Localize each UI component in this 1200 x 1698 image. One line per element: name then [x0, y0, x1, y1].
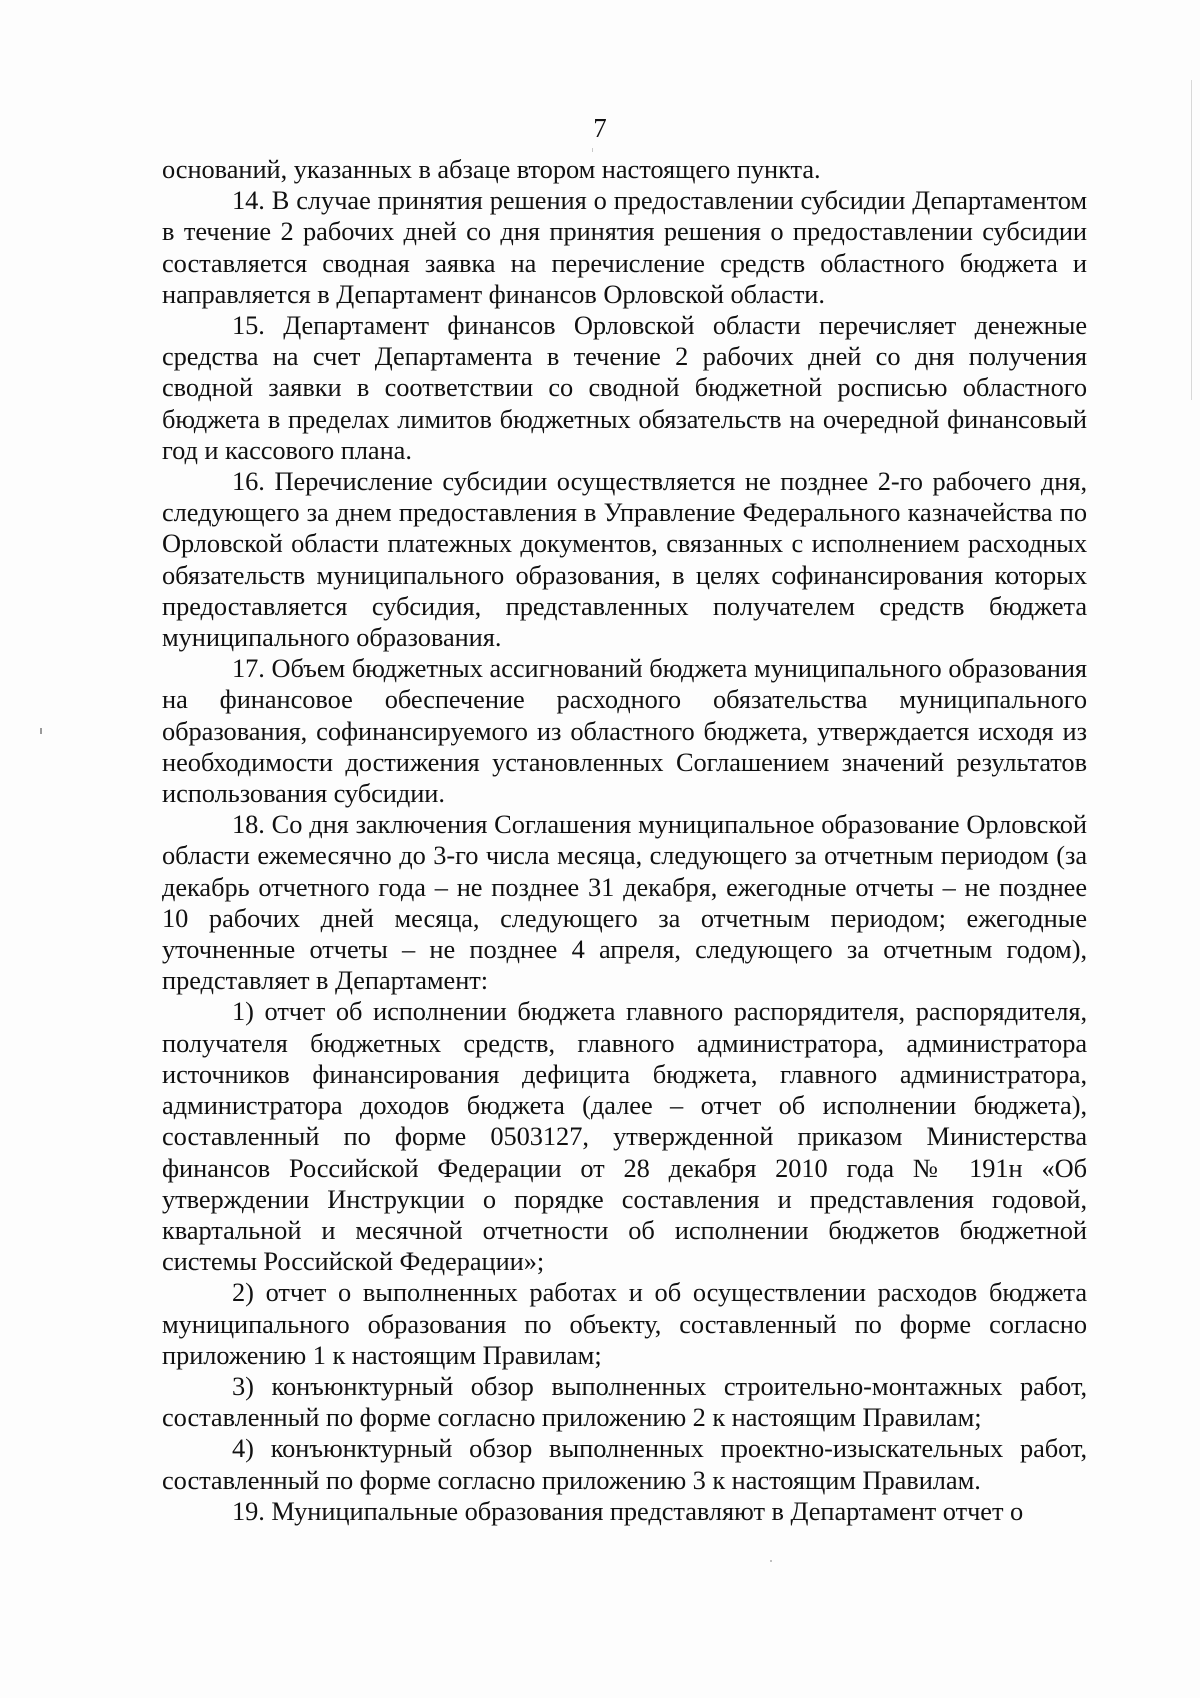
page-number: 7 — [593, 113, 607, 143]
scan-speck — [40, 728, 42, 734]
paragraph-18-item-1: 1) отчет об исполнении бюджета главного распорядителя, распорядителя, получателя бюджетных средств, главного администратора, администратора источников финансирования дефицита бюджета, главного администратора, администратора доходов бюджета (далее – отчет об исполнении бюджета), составленный по форме 0503127, утвержденной приказом Министерства финансов Российской Федерации от 28 декабря 2010 года № 191н «Об утверждении Инструкции о порядке составления и представления годовой, квартальной и месячной отчетности об исполнении бюджетов бюджетной системы Российской Федерации»; — [162, 996, 1087, 1277]
paragraph-18-item-3: 3) конъюнктурный обзор выполненных строительно-монтажных работ, составленный по форме согласно приложению 2 к настоящим Правилам; — [162, 1370, 1087, 1433]
paragraph-15: 15. Департамент финансов Орловской области перечисляет денежные средства на счет Департамента в течение 2 рабочих дней со дня получения сводной заявки в соответствии со сводной бюджетной росписью областного бюджета в пределах лимитов бюджетных обязательств на очередной финансовый год и кассового плана. — [162, 310, 1087, 465]
paragraph-16: 16. Перечисление субсидии осуществляется не позднее 2-го рабочего дня, следующего за днем предоставления в Управление Федерального казначейства по Орловской области платежных документов, связанных с исполнением расходных обязательств муниципального образования, в целях софинансирования которых предоставляется субсидия, представленных получателем средств бюджета муниципального образования. — [162, 466, 1087, 653]
scan-speck — [592, 148, 593, 152]
paragraph-18-item-2: 2) отчет о выполненных работах и об осуществлении расходов бюджета муниципального образования по объекту, составленный по форме согласно приложению 1 к настоящим Правилам; — [162, 1277, 1087, 1370]
paragraph-continuation: оснований, указанных в абзаце втором настоящего пункта. — [162, 154, 821, 184]
scan-speck — [770, 1560, 772, 1562]
document-body — [162, 154, 1087, 1527]
paragraph-17: 17. Объем бюджетных ассигнований бюджета муниципального образования на финансовое обеспечение расходного обязательства муниципального образования, софинансируемого из областного бюджета, утверждается исходя из необходимости достижения установленных Соглашением значений результатов использования субсидии. — [162, 653, 1087, 809]
paragraph-18-item-4: 4) конъюнктурный обзор выполненных проектно-изыскательных работ, составленный по форме согласно приложению 3 к настоящим Правилам. — [162, 1433, 1087, 1495]
paragraph-19: 19. Муниципальные образования представляют в Департамент отчет о — [232, 1495, 1024, 1526]
paragraph-14: 14. В случае принятия решения о предоставлении субсидии Департаментом в течение 2 рабочих дней со дня принятия решения о предоставлении субсидии составляется сводная заявка на перечисление средств областного бюджета и направляется в Департамент финансов Орловской области. — [162, 185, 1087, 309]
scan-edge-line — [1191, 80, 1192, 400]
paragraph-18: 18. Со дня заключения Соглашения муниципальное образование Орловской области ежемесячно до 3-го числа месяца, следующего за отчетным периодом (за декабрь отчетного года – не позднее 31 декабря, ежегодные отчеты – не позднее 10 рабочих дней месяца, следующего за отчетным периодом; ежегодные уточненные отчеты – не позднее 4 апреля, следующего за отчетным годом), представляет в Департамент: — [162, 809, 1087, 996]
